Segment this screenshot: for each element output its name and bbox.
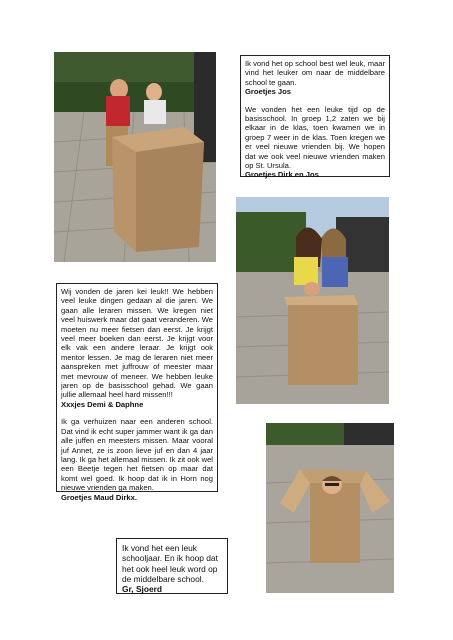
photo-boy-in-box	[266, 423, 394, 593]
signature-dirk-jos: Groetjes Dirk en Jos	[245, 170, 319, 180]
photo-boys-pushing-box	[54, 52, 216, 262]
text-box-sjoerd	[116, 538, 228, 594]
text-box-demi-daphne-maud	[56, 283, 218, 502]
signature-sjoerd: Gr, Sjoerd	[122, 584, 163, 595]
text-box-jos-dirk	[240, 55, 390, 180]
message-jos: Ik vond het op school best wel leuk, maar vind het leuker om naar de middelbare school te gaan.	[245, 59, 385, 87]
signature-maud: Groetjes Maud Dirkx.	[61, 492, 137, 502]
signature-jos: Groetjes Jos	[245, 87, 292, 97]
message-maud: Ik ga verhuizen naar een anderen school. Dat vind ik echt super jammer want ik ga dan alle juffen en meesters missen. Maar vooral juf Annet, ze is zoon lieve juf en dan 4 jaar lang. Ik ga het allemaal missen. Ik zit ook wel een Beetje tegen het fietsen op maar dat komt wel goed. Ik hoop dat ik in Horn nog nieuwe vrienden ga maken.	[61, 417, 213, 493]
message-dirk-jos: We vonden het een leuke tijd op de basisschool. In groep 1,2 zaten we bij elkaar in de klas, toen kwamen we in groep 7 weer in de klas. Toen kregen we er veel nieuwe vrienden bij. We hopen dat we ook veel nieuwe vrienden maken op St. Ursula.	[245, 104, 385, 171]
photo-girls-with-box	[236, 197, 389, 404]
message-sjoerd: Ik vond het een leuk schooljaar. En ik hoop dat het ook heel leuk word op de middelbare school.	[122, 543, 218, 584]
message-demi-daphne: Wij vonden de jaren kei leuk!! We hebben veel leuke dingen gedaan al die jaren. We gaan alle leraren missen. We kregen niet veel huiswerk maar dat gaat veranderen. We moeten nu meer fietsen dan eerst. Je krijgt veel meer boeken dan eerst. Je krijgt voor elk vak een andere leraar. Je krijgt ook mentor lessen. Je mag de leraren niet meer aanspreken met juffrouw of meester maar met mevrouw of meneer. We hebben leuke jaren op de basisschool gehad. We gaan jullie allemaal heel hard missen!!!	[61, 287, 213, 400]
signature-demi-daphne: Xxxjes Demi & Daphne	[61, 399, 144, 409]
